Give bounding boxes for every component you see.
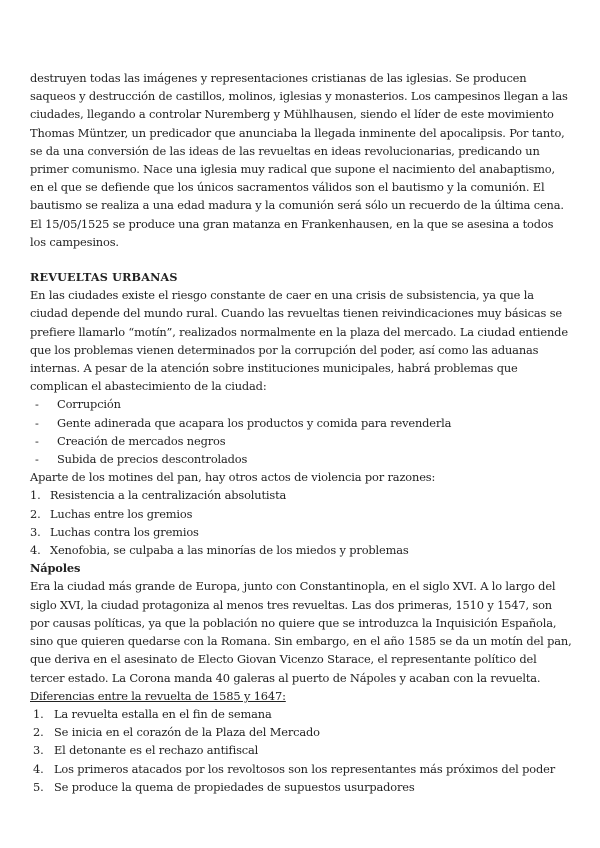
list-number: 4. bbox=[33, 761, 44, 776]
list-item bbox=[30, 705, 572, 723]
list-item-text: Luchas contra los gremios bbox=[50, 524, 199, 539]
list-number: 2. bbox=[30, 506, 41, 521]
list-item: - Gente adinerada que acapara los productos y comida para revenderla bbox=[30, 414, 572, 432]
list-item-text: Los primeros atacados por los revoltosos son los representantes más próximos del poder bbox=[54, 761, 556, 776]
list-item bbox=[30, 486, 572, 504]
section-heading-napoles: Nápoles bbox=[30, 561, 81, 576]
reasons-list bbox=[30, 486, 572, 559]
list-item bbox=[30, 723, 572, 741]
list-item bbox=[30, 541, 572, 559]
list-number: 5. bbox=[33, 779, 44, 794]
list-item bbox=[30, 523, 572, 541]
list-item: - Corrupción bbox=[30, 395, 572, 413]
list-number: 1. bbox=[30, 488, 41, 503]
list-item-text: Luchas entre los gremios bbox=[50, 506, 193, 521]
list-number: 3. bbox=[30, 524, 41, 539]
list-item-text: Resistencia a la centralización absolutista bbox=[50, 488, 287, 503]
list-item-text: Se inicia en el corazón de la Plaza del Mercado bbox=[54, 725, 320, 740]
urbanas-paragraph: En las ciudades existe el riesgo constante de caer en una crisis de subsistencia, ya que la ciudad depende del mundo rural. Cuando las revueltas tienen reivindicaciones muy básicas se prefiere llamarlo “motín”, realizados normalmente en la plaza del mercado. La ciudad entiende que los problemas vienen determinados por la corrupción del poder, así como las aduanas internas. A pesar de la atención sobre instituciones municipales, habrá problemas que complican el abastecimiento de la ciudad: bbox=[30, 288, 568, 394]
section-heading-revueltas-urbanas: REVUELTAS URBANAS bbox=[30, 270, 178, 285]
list-number: 1. bbox=[33, 706, 44, 721]
list-item-text: Xenofobia, se culpaba a las minorías de los miedos y problemas bbox=[50, 543, 409, 558]
document-body bbox=[30, 69, 572, 796]
list-item: - Subida de precios descontrolados bbox=[30, 450, 572, 468]
list-item bbox=[30, 505, 572, 523]
intro-paragraph: destruyen todas las imágenes y representaciones cristianas de las iglesias. Se producen saqueos y destrucción de castillos, molinos, iglesias y monasterios. Los campesinos llegan a las ciudades, llegando a controlar Nuremberg y Mühlhausen, siendo el líder de este movimiento Thomas Müntzer, un predicador que anunciaba la llegada inminente del apocalipsis. Por tanto, se da una conversión de las ideas de las revueltas en ideas revolucionarias, predicando un primer comunismo. Nace una iglesia muy radical que supone el nacimiento del anabaptismo, en el que se defiende que los únicos sacramentos válidos son el bautismo y la comunión. El bautismo se realiza a una edad madura y la comunión será sólo un recuerdo de la última cena. El 15/05/1525 se produce una gran matanza en Frankenhausen, en la que se asesina a todos los campesinos. bbox=[30, 71, 568, 249]
problems-list bbox=[30, 395, 572, 468]
list-item bbox=[30, 760, 572, 778]
napoles-paragraph: Era la ciudad más grande de Europa, junto con Constantinopla, en el siglo XVI. A lo largo del siglo XVI, la ciudad protagoniza al menos tres revueltas. Las dos primeras, 1510 y 1547, son por causas políticas, ya que la población no quiere que se introduzca la Inquisición Española, sino que quieren quedarse con la Romana. Sin embargo, en el año 1585 se da un motín del pan, que deriva en el asesinato de Electo Giovan Vicenzo Starace, el representante político del tercer estado. La Corona manda 40 galeras al puerto de Nápoles y acaban con la revuelta. bbox=[30, 579, 572, 685]
list-item-text: La revuelta estalla en el fin de semana bbox=[54, 706, 272, 721]
aparte-paragraph: Aparte de los motines del pan, hay otros actos de violencia por razones: bbox=[30, 470, 436, 485]
list-number: 2. bbox=[33, 725, 44, 740]
list-number: 4. bbox=[30, 543, 41, 558]
list-item-text: El detonante es el rechazo antifiscal bbox=[54, 743, 259, 758]
list-item bbox=[30, 778, 572, 796]
list-item: - Creación de mercados negros bbox=[30, 432, 572, 450]
differences-list bbox=[30, 705, 572, 796]
differences-title: Diferencias entre la revuelta de 1585 y 1647: bbox=[30, 688, 286, 703]
section-gap bbox=[30, 251, 572, 268]
list-number: 3. bbox=[33, 743, 44, 758]
list-item bbox=[30, 741, 572, 759]
list-item-text: Se produce la quema de propiedades de supuestos usurpadores bbox=[54, 779, 415, 794]
